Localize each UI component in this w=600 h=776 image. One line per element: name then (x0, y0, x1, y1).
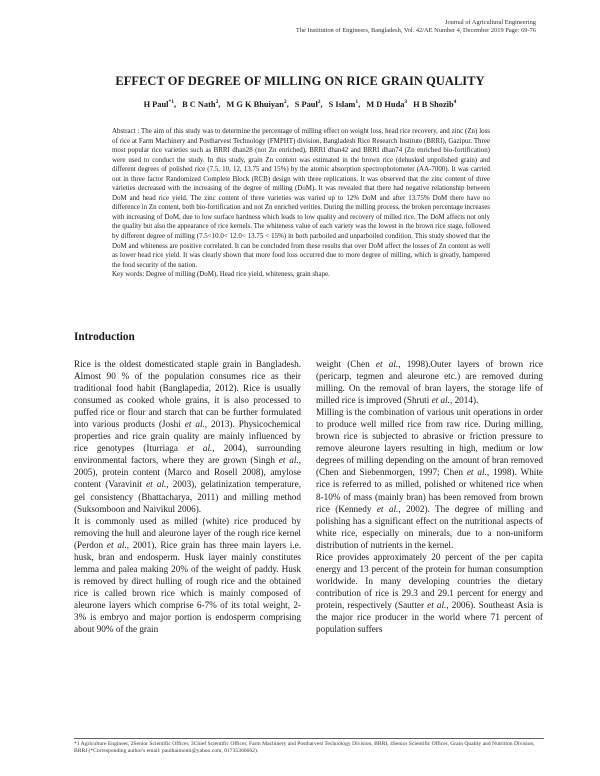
right-column (316, 358, 543, 635)
author-name: S Islam$^1$, (328, 99, 361, 109)
author-name: H B Shozib$^4$ (413, 99, 457, 109)
journal-header (236, 19, 536, 35)
footnote: *1 Agriculture Engineer, 2Senior Scientific Officer, 3Chief Scientific Officer, Farm Machinery and Postharvest Technology Division, BRRI, 4Senior Scientific Officer, Grain Quality and Nutrition Division, BRRI (*Corresponding author's email: paulhaimonti@yahoo.com, 01735366662). (74, 741, 535, 755)
journal-volume: The Institution of Engineers, Bangladesh, Vol. 42/AE Number 4, December 2019 Page: 69-76 (295, 27, 536, 34)
author-name: M G K Bhuiyan$^2$, (226, 99, 289, 109)
author-name: M D Huda$^3$ (366, 99, 408, 109)
author-name: S Paul$^2$, (294, 99, 323, 109)
keywords: Key words: Degree of milling (DoM), Head rice yield, whiteness, grain shape. (112, 270, 330, 279)
paragraph: Rice provides approximately 20 percent of the per capita energy and 13 percent of the protein for human consumption worldwide. In many developing countries the dietary contribution of rice is 29.3 and 29.1 percent for energy and protein, respectively (Sautter et al., 2006). Southeast Asia is the major rice producer in the world where 71 percent of population suffers (316, 551, 543, 635)
author-list (0, 99, 600, 109)
paragraph: Rice is the oldest domesticated staple grain in Bangladesh. Almost 90 % of the population consumes rice as their traditional food habit (Banglapedia, 2012). Rice is usually consumed as cooked whole grains, it is also processed to puffed rice or flour and starch that can be further formulated into various products (Joshi et al., 2013). Physicochemical properties and rice grain quality are mainly influenced by rice genotypes (Iturriaga et al., 2004), surrounding environmental factors, where they are grown (Singh et al., 2005), protein content (Marco and Rosell 2008), amylose content (Varavinit et al., 2003), gelatinization temperature, gel consistency (Bhattacharya, 2011) and milling method (Suksomboon and Naivikul 2006). (74, 359, 301, 514)
left-column (74, 358, 301, 635)
author-name: H Paul$^{*1}$, (143, 99, 177, 109)
author-name: B C Nath$^2$, (182, 99, 221, 109)
journal-name: Journal of Agricultural Engineering (444, 19, 536, 26)
section-heading-introduction: Introduction (74, 331, 135, 343)
paragraph: Milling is the combination of various unit operations in order to produce well milled rice from raw rice. During milling, brown rice is subjected to abrasive or friction pressure to remove aleurone layers resulting in high, medium or low degrees of milling depending on the amount of bran removed (Chen and Siebenmorgen, 1997; Chen et al., 1998). White rice is referred to as milled, polished or whitened rice when 8-10% of mass (mainly bran) has been removed from brown rice (Kennedy et al., 2002). The degree of milling and polishing has a significant effect on the nutritional aspects of white rice, especially on minerals, due to a non-uniform distribution of nutrients in the kernel. (316, 407, 543, 550)
abstract (112, 127, 490, 280)
footnote-divider (74, 738, 544, 739)
abstract-text: Abstract : The aim of this study was to determine the percentage of milling effect on weight loss, head rice recovery, and zinc (Zn) loss of rice at Farm Machinery and Postharvest Technology (FMPHT) division, Bangladesh Rice Research Institute (BRRI), Gazipur. Three most popular rice varieties such as BRRI dhan28 (not Zn enriched), BRRI dhan42 and BRRI dhan74 (Zn enriched bio-fortification) were used to conduct the study. In this study, grain Zn content was estimated in the brown rice (dehusked unpolished grain) and different degrees of polished rice (7.5, 10, 12, 13.75 and 15%) by the atomic absorption spectrophotometer (AA-7000). It was carried out in three factor Randomized Complete Block (RCB) design with three replications. It was observed that the zinc content of three varieties decreased with the increasing of the degree of milling (DoM). It was revealed that there had negative relationship between DoM and head rice yield. The zinc content of three varieties was varied up to 12% DoM and after 13.75% DoM there have no difference in Zn content, both bio-fortification and not Zn enriched verities. During the milling process, the broken percentage increases with increasing of DoM, due to low surface hardness which leads to low quality and recovery of milled rice. The DoM affects not only the quality but also the appearance of rice kernels. The whiteness value of each variety was the lowest in the brown rice stage, followed by different degree of milling (7.5<10.0< 12.0< 13.75 < 15%) in both parboiled and unparboiled condition. This study showed that the DoM and whiteness are positive correlated. It can be concluded from these results that over DoM affect the losses of Zn content as well as lower head rice yield. It was clearly shown that more food loss occurred due to more degree of milling, which is greatly, hampered the food security of the nation. (112, 127, 490, 269)
paper-title: EFFECT OF DEGREE OF MILLING ON RICE GRAIN QUALITY (115, 74, 485, 88)
paragraph: weight (Chen et al., 1998).Outer layers of brown rice (pericarp, tegmen and aleurone etc.) are removed during milling. On the removal of bran layers, the storage life of milled rice is improved (Shruti et al., 2014). (316, 359, 544, 406)
paragraph: It is commonly used as milled (white) rice produced by removing the hull and aleurone layer of the rough rice kernel (Perdon et al., 2001). Rice grain has three main layers i.e. husk, bran and endosperm. Husk layer mainly constitutes lemma and palea making 20% of the weight of paddy. Husk is removed by direct hulling of rough rice and the obtained rice is called brown rice which is mainly composed of aleurone layers which comprise 6-7% of its total weight, 2-3% is embryo and major portion is endosperm comprising about 90% of the grain (74, 515, 301, 635)
